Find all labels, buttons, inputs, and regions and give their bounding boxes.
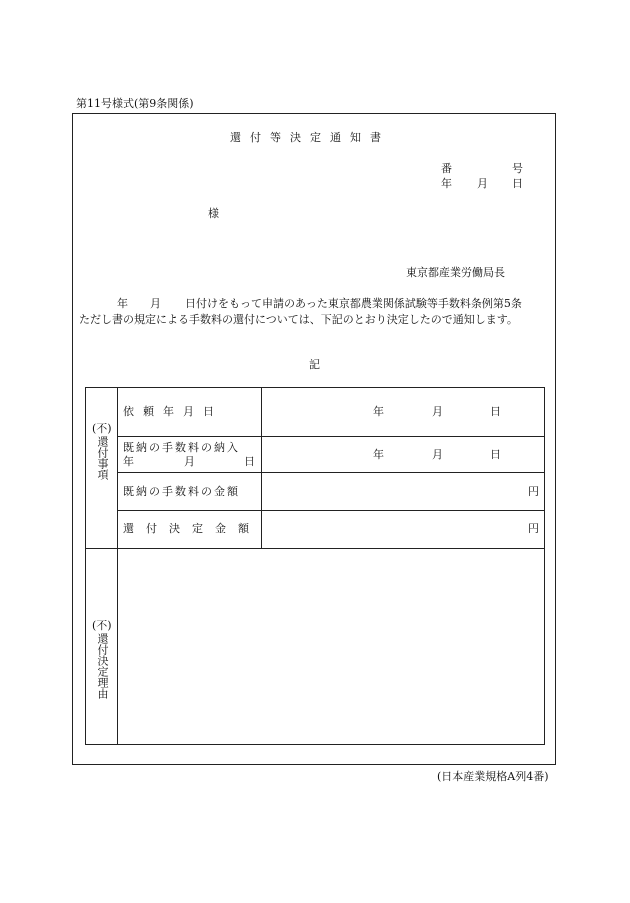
document-title: 還付等決定通知書 — [230, 131, 390, 144]
row2-day: 日 — [490, 448, 501, 461]
section1-label: 還付事項 — [96, 436, 109, 480]
row1-year: 年 — [373, 405, 384, 418]
row3-unit: 円 — [528, 485, 539, 498]
addressee-suffix: 様 — [208, 207, 219, 220]
document-frame — [72, 113, 556, 765]
body-line1: 日付けをもって申請のあった東京都農業関係試験等手数料条例第5条 — [185, 297, 522, 310]
section1-prefix: (不) — [92, 422, 112, 435]
row2-month: 月 — [432, 448, 443, 461]
number-suffix: 号 — [512, 162, 523, 175]
row2-label-year: 年 — [123, 455, 134, 468]
row2-label-day: 日 — [244, 455, 255, 468]
body-year: 年 — [117, 297, 128, 310]
row1-day: 日 — [490, 405, 501, 418]
body-line2: ただし書の規定による手数料の還付については、下記のとおり決定したので通知します。 — [79, 313, 518, 326]
number-label: 番 — [441, 162, 452, 175]
row1-month: 月 — [432, 405, 443, 418]
footer-note: (日本産業規格A列4番) — [437, 770, 549, 783]
row4-label: 還付決定金額 — [123, 522, 261, 535]
form-number: 第11号様式(第9条関係) — [76, 97, 194, 110]
row2-label-line1: 既納の手数料の納入 — [123, 441, 240, 454]
row3-label: 既納の手数料の金額 — [123, 485, 240, 498]
section2-label: 還付決定理由 — [96, 633, 109, 699]
section2-prefix: (不) — [92, 619, 112, 632]
row4-unit: 円 — [528, 522, 539, 535]
row2-year: 年 — [373, 448, 384, 461]
date-year: 年 — [441, 177, 452, 190]
ki-label: 記 — [309, 358, 320, 371]
row1-label: 依頼年月日 — [123, 405, 223, 418]
date-month: 月 — [477, 177, 488, 190]
date-day: 日 — [512, 177, 523, 190]
issuer-name: 東京都産業労働局長 — [406, 266, 505, 279]
row2-label-month: 月 — [184, 455, 195, 468]
body-month: 月 — [150, 297, 161, 310]
